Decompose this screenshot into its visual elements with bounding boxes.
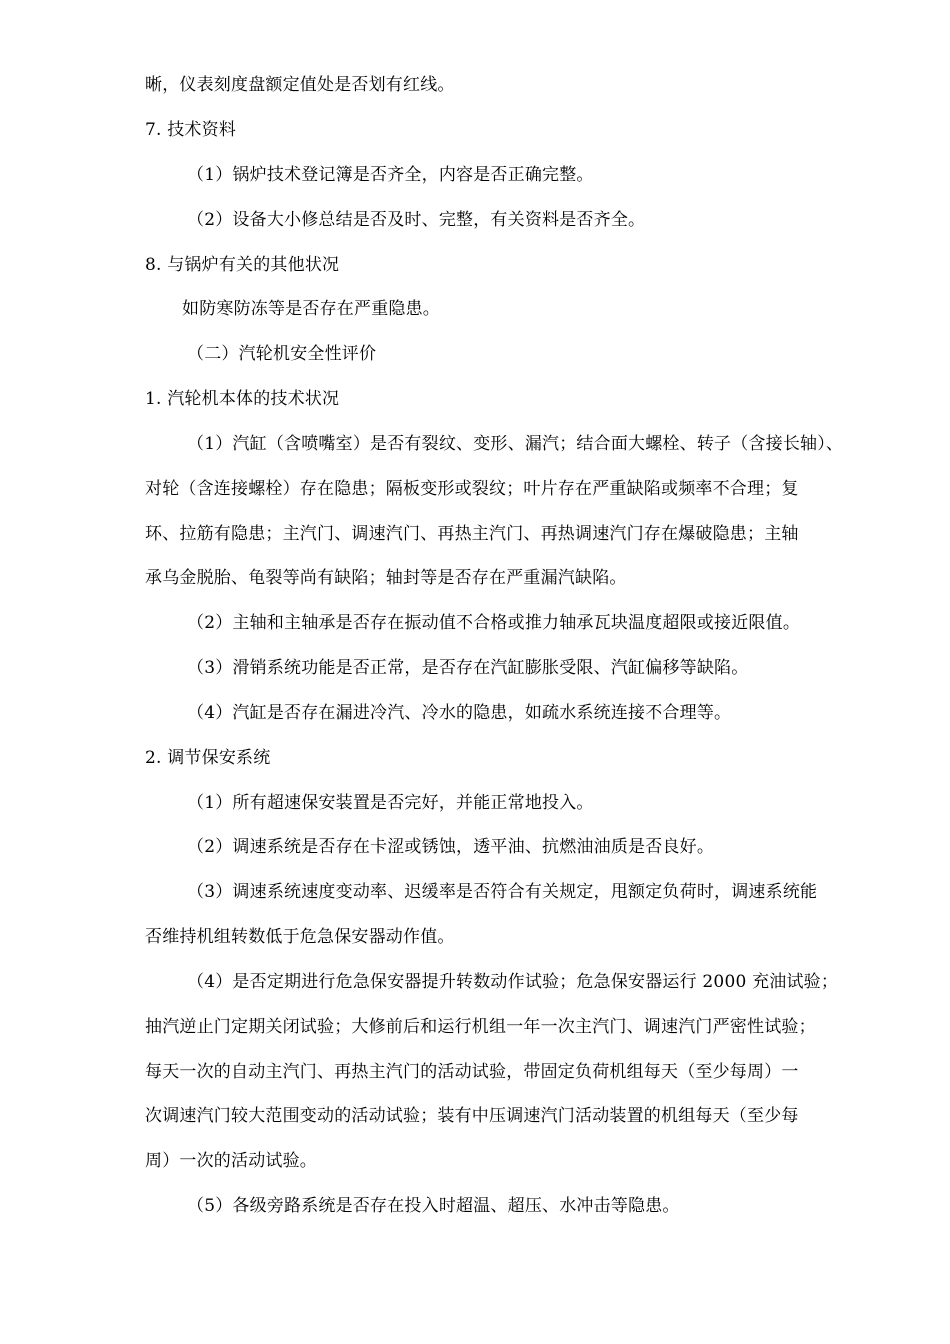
paragraph-line: 如防寒防冻等是否存在严重隐患。 — [182, 299, 440, 319]
paragraph-line: （5）各级旁路系统是否存在投入时超温、超压、水冲击等隐患。 — [187, 1196, 680, 1216]
paragraph-line: （1）锅炉技术登记簿是否齐全，内容是否正确完整。 — [187, 165, 594, 185]
paragraph-line: 对轮（含连接螺栓）存在隐患；隔板变形或裂纹；叶片存在严重缺陷或频率不合理；复 — [145, 479, 799, 499]
paragraph-line: （3）调速系统速度变动率、迟缓率是否符合有关规定，甩额定负荷时，调速系统能 — [187, 882, 818, 902]
paragraph-line: 环、拉筋有隐患；主汽门、调速汽门、再热主汽门、再热调速汽门存在爆破隐患；主轴 — [145, 524, 799, 544]
section-heading: 8. 与锅炉有关的其他状况 — [145, 255, 340, 275]
section-heading: 2. 调节保安系统 — [145, 748, 271, 768]
paragraph-line: （2）调速系统是否存在卡涩或锈蚀，透平油、抗燃油油质是否良好。 — [187, 837, 715, 857]
paragraph-line: 抽汽逆止门定期关闭试验；大修前后和运行机组一年一次主汽门、调速汽门严密性试验； — [145, 1017, 816, 1037]
paragraph-line: 次调速汽门较大范围变动的活动试验；装有中压调速汽门活动装置的机组每天（至少每 — [145, 1106, 799, 1126]
paragraph-line: 晰，仪表刻度盘额定值处是否划有红线。 — [145, 75, 455, 95]
paragraph-line: （2）设备大小修总结是否及时、完整，有关资料是否齐全。 — [187, 210, 646, 230]
paragraph-line: （4）汽缸是否存在漏进冷汽、冷水的隐患，如疏水系统连接不合理等。 — [187, 703, 732, 723]
paragraph-line: （2）主轴和主轴承是否存在振动值不合格或推力轴承瓦块温度超限或接近限值。 — [187, 613, 801, 633]
paragraph-line: 否维持机组转数低于危急保安器动作值。 — [145, 927, 455, 947]
chapter-heading: （二）汽轮机安全性评价 — [187, 344, 377, 364]
paragraph-line: （4）是否定期进行危急保安器提升转数动作试验；危急保安器运行 2000 充油试验； — [187, 972, 839, 992]
section-heading: 1. 汽轮机本体的技术状况 — [145, 389, 340, 409]
paragraph-line: （3）滑销系统功能是否正常，是否存在汽缸膨胀受限、汽缸偏移等缺陷。 — [187, 658, 749, 678]
paragraph-line: 承乌金脱胎、龟裂等尚有缺陷；轴封等是否存在严重漏汽缺陷。 — [145, 568, 627, 588]
section-heading: 7. 技术资料 — [145, 120, 237, 140]
paragraph-line: 周）一次的活动试验。 — [145, 1151, 317, 1171]
paragraph-line: （1）所有超速保安装置是否完好，并能正常地投入。 — [187, 793, 594, 813]
paragraph-line: （1）汽缸（含喷嘴室）是否有裂纹、变形、漏汽；结合面大螺栓、转子（含接长轴）、 — [187, 434, 844, 454]
paragraph-line: 每天一次的自动主汽门、再热主汽门的活动试验，带固定负荷机组每天（至少每周）一 — [145, 1062, 799, 1082]
